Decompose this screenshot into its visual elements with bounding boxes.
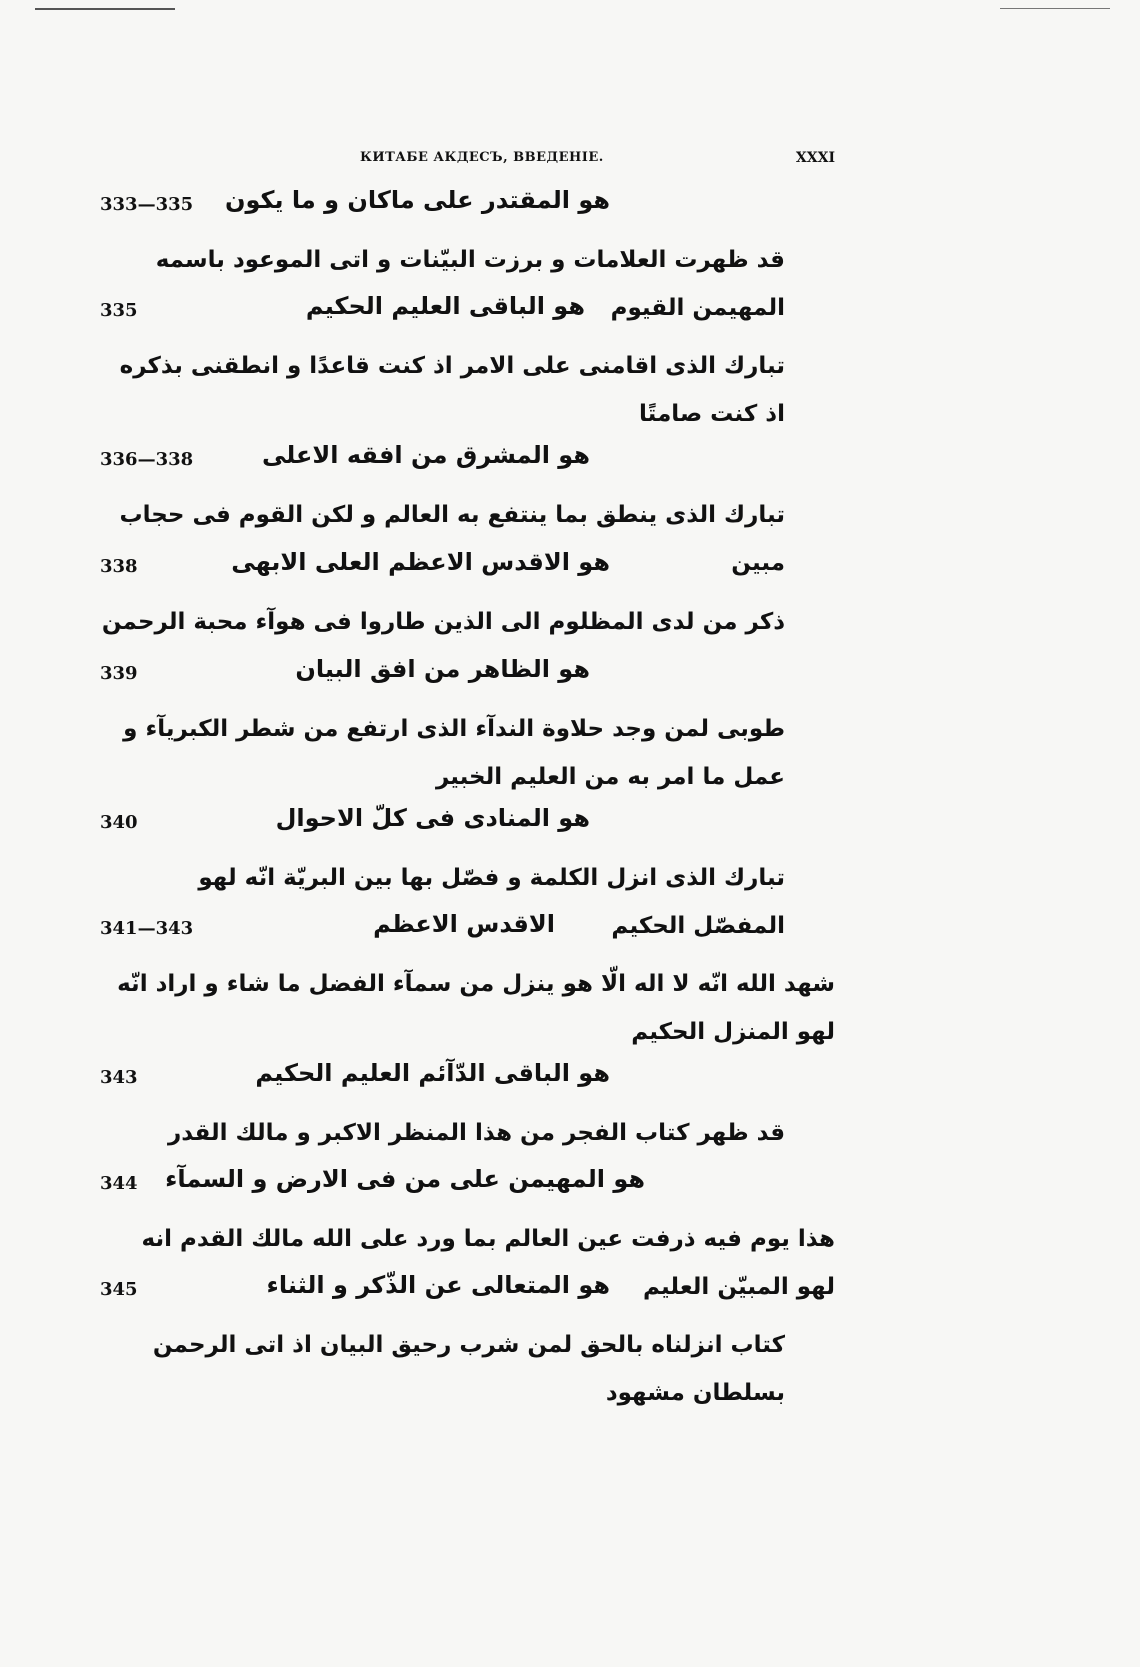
- entry: [100, 910, 835, 1056]
- entry-heading: هو المشرق من افقه الاعلى: [261, 441, 590, 469]
- entry-heading: هو الباقى الدّآئم العليم الحكيم: [255, 1059, 610, 1087]
- entry-heading: هو المقتدر على ماكان و ما يكون: [225, 186, 610, 214]
- entry-heading: الاقدس الاعظم: [373, 910, 555, 938]
- entry-heading: هو الاقدس الاعظم العلى الابهى: [231, 548, 610, 576]
- entry-heading: هو الباقى العليم الحكيم: [305, 292, 585, 320]
- entry-range: 341—343: [100, 918, 194, 939]
- entry-text: ذكر من لدى المظلوم الى الذين طاروا فى هوآء محبة الرحمن: [101, 609, 785, 635]
- entry: [100, 548, 835, 646]
- entry: [100, 1271, 835, 1417]
- entry-range: 345: [100, 1279, 138, 1300]
- entry-range: 336—338: [100, 449, 194, 470]
- entry-text: قد ظهرت العلامات و برزت البيّنات و اتى الموعود باسمه المهيمن القيوم: [155, 247, 785, 321]
- entry-text: شهد الله انّه لا اله الّا هو ينزل من سمآء الفضل ما شاء و اراد انّه لهو المنزل الحكيم: [117, 971, 835, 1045]
- page-number: XXXI: [795, 150, 835, 166]
- entry-range: 339: [100, 663, 138, 684]
- entry-text: قد ظهر كتاب الفجر من هذا المنظر الاكبر و مالك القدر: [167, 1120, 785, 1146]
- running-title: КИТАБЕ АКДЕСЪ, ВВЕДЕНІЕ.: [360, 150, 604, 165]
- entry-range: 335: [100, 300, 138, 321]
- entry-text: تبارك الذى ينطق بما ينتفع به العالم و لكن القوم فى حجاب مبين: [119, 502, 785, 576]
- running-header: [100, 150, 835, 174]
- entry: [100, 292, 835, 438]
- entry-text: طوبى لمن وجد حلاوة الندآء الذى ارتفع من شطر الكبريآء و عمل ما امر به من العليم الخبير: [123, 716, 785, 790]
- top-rule: [35, 8, 175, 10]
- entry-text: هذا يوم فيه ذرفت عين العالم بما ورد على الله مالك القدم انه لهو المبيّن العليم: [141, 1226, 835, 1300]
- entry-text: تبارك الذى اقامنى على الامر اذ كنت قاعدًا و انطقنى بذكره اذ كنت صامتًا: [119, 353, 785, 427]
- entry-range: 333—335: [100, 194, 194, 215]
- entry-heading: هو الظاهر من افق البيان: [295, 655, 590, 683]
- entry: [100, 655, 835, 801]
- entry: [100, 1059, 835, 1157]
- entry-text: كتاب انزلناه بالحق لمن شرب رحيق البيان اذ اتى الرحمن بسلطان مشهود: [152, 1332, 785, 1406]
- entry-heading: هو المنادى فى كلّ الاحوال: [275, 804, 590, 832]
- entry-range: 338: [100, 556, 138, 577]
- entry-heading: هو المتعالى عن الذّكر و الثناء: [266, 1271, 610, 1299]
- entry-range: 343: [100, 1067, 138, 1088]
- entry-heading: هو المهيمن على من فى الارض و السمآء: [165, 1165, 645, 1193]
- entry-range: 340: [100, 812, 138, 833]
- top-rule: [1000, 8, 1110, 9]
- entry-text: تبارك الذى انزل الكلمة و فصّل بها بين البريّة انّه لهو المفصّل الحكيم: [198, 865, 785, 939]
- entry-range: 344: [100, 1173, 138, 1194]
